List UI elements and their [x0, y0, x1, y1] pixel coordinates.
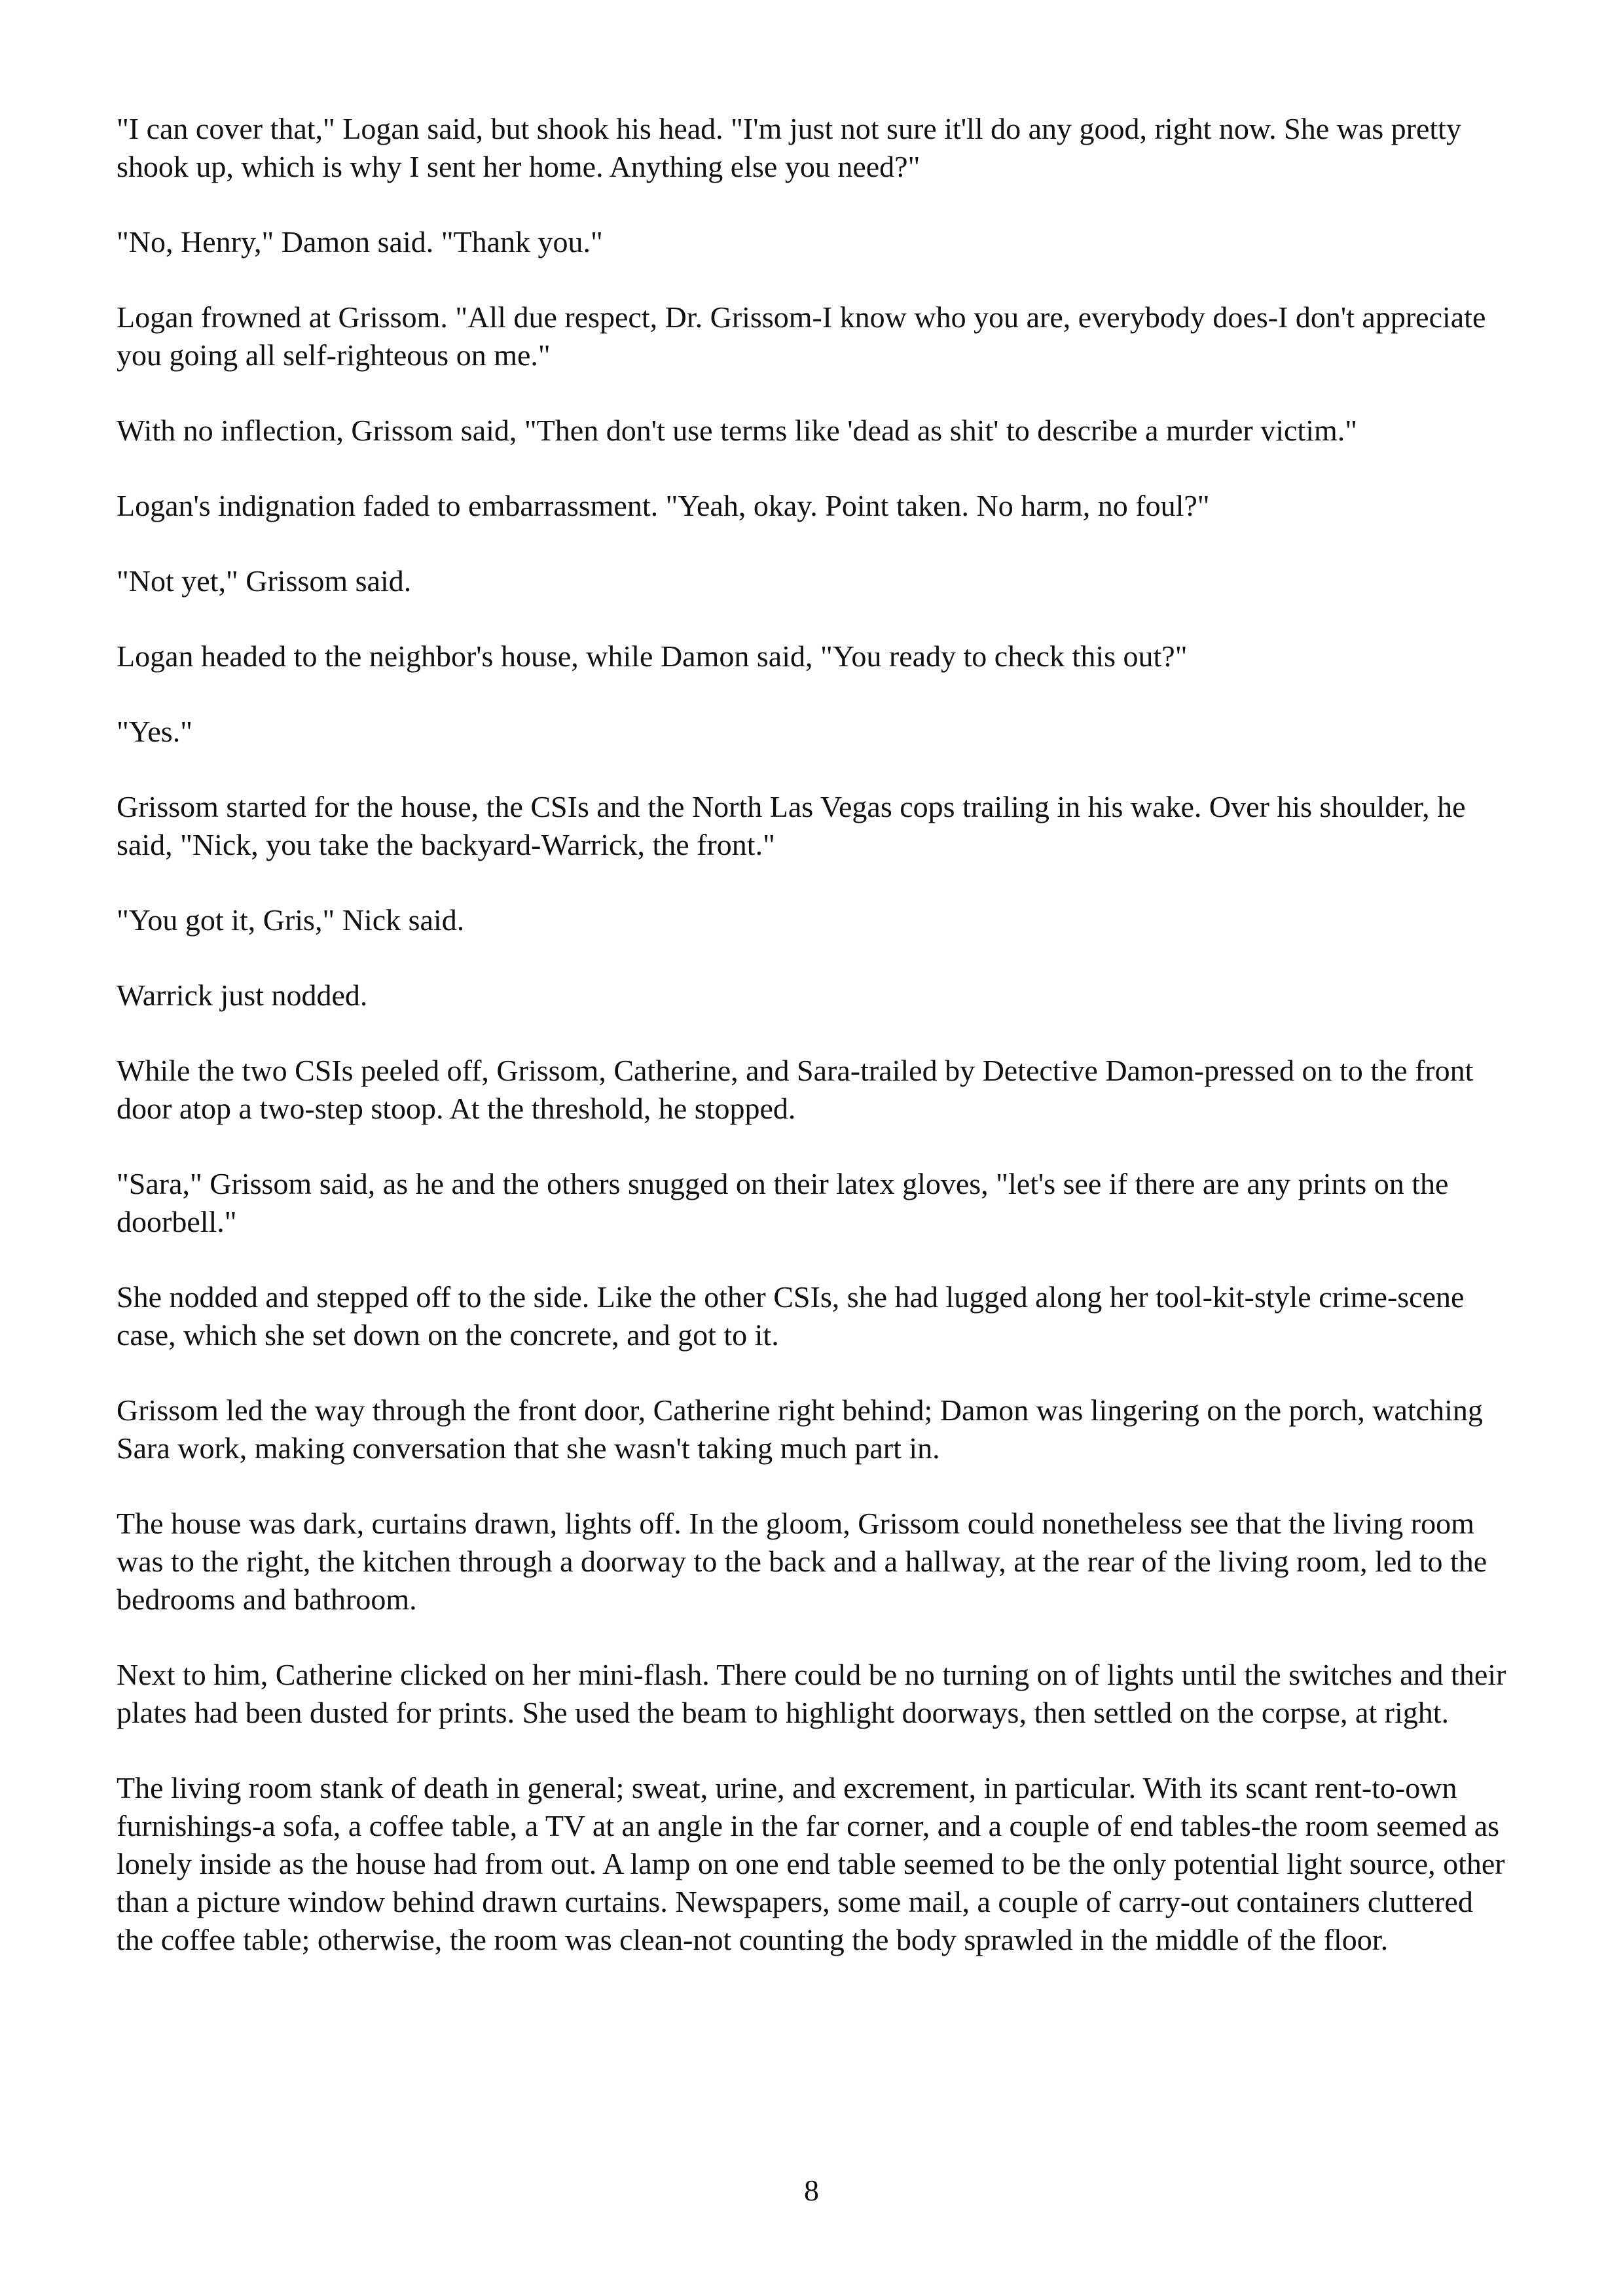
paragraph: Next to him, Catherine clicked on her mini-flash. There could be no turning on of lights until the switches and their plates had been dusted for prints. She used the beam to highlight doorways, then settled on the corpse, at right. [117, 1658, 1506, 1729]
paragraph: Logan frowned at Grissom. "All due respect, Dr. Grissom-I know who you are, everybody does-I don't appreciate you going all self-righteous on me." [117, 300, 1486, 372]
paragraph: The living room stank of death in general; sweat, urine, and excrement, in particular. With its scant rent-to-own furnishings-a sofa, a coffee table, a TV at an angle in the far corner, and a couple of end tables-the room seemed as lonely inside as the house had from out. A lamp on one end table seemed to be the only potential light source, other than a picture window behind drawn curtains. Newspapers, some mail, a couple of carry-out containers cluttered the coffee table; otherwise, the room was clean-not counting the body sprawled in the middle of the floor. [117, 1771, 1505, 1956]
paragraph: "Sara," Grissom said, as he and the others snugged on their latex gloves, "let's see if there are any prints on the doorbell." [117, 1167, 1449, 1238]
paragraph: "I can cover that," Logan said, but shook his head. "I'm just not sure it'll do any good, right now. She was pretty shook up, which is why I sent her home. Anything else you need?" [117, 112, 1461, 183]
paragraph: Logan's indignation faded to embarrassment. "Yeah, okay. Point taken. No harm, no foul?" [117, 489, 1210, 522]
paragraph: Grissom led the way through the front door, Catherine right behind; Damon was lingering on the porch, watching Sara work, making conversation that she wasn't taking much part in. [117, 1393, 1483, 1465]
paragraph: With no inflection, Grissom said, "Then don't use terms like 'dead as shit' to describe a murder victim." [117, 414, 1358, 447]
paragraph: "Yes." [117, 715, 192, 748]
paragraph: "Not yet," Grissom said. [117, 564, 412, 598]
paragraph: Grissom started for the house, the CSIs and the North Las Vegas cops trailing in his wake. Over his shoulder, he said, "Nick, you take the backyard-Warrick, the front." [117, 790, 1466, 861]
paragraph: The house was dark, curtains drawn, lights off. In the gloom, Grissom could nonetheless see that the living room was to the right, the kitchen through a doorway to the back and a hallway, at the rear of the living room, led to the bedrooms and bathroom. [117, 1507, 1487, 1616]
paragraph: She nodded and stepped off to the side. Like the other CSIs, she had lugged along her tool-kit-style crime-scene case, which she set down on the concrete, and got to it. [117, 1280, 1465, 1352]
paragraph: "You got it, Gris," Nick said. [117, 903, 465, 937]
page-body [117, 110, 1511, 1996]
paragraph: Logan headed to the neighbor's house, while Damon said, "You ready to check this out?" [117, 639, 1188, 673]
page-number: 8 [804, 2174, 819, 2207]
paragraph: While the two CSIs peeled off, Grissom, Catherine, and Sara-trailed by Detective Damon-pressed on to the front door atop a two-step stoop. At the threshold, he stopped. [117, 1054, 1474, 1125]
paragraph: "No, Henry," Damon said. "Thank you." [117, 225, 603, 259]
paragraph: Warrick just nodded. [117, 978, 368, 1012]
